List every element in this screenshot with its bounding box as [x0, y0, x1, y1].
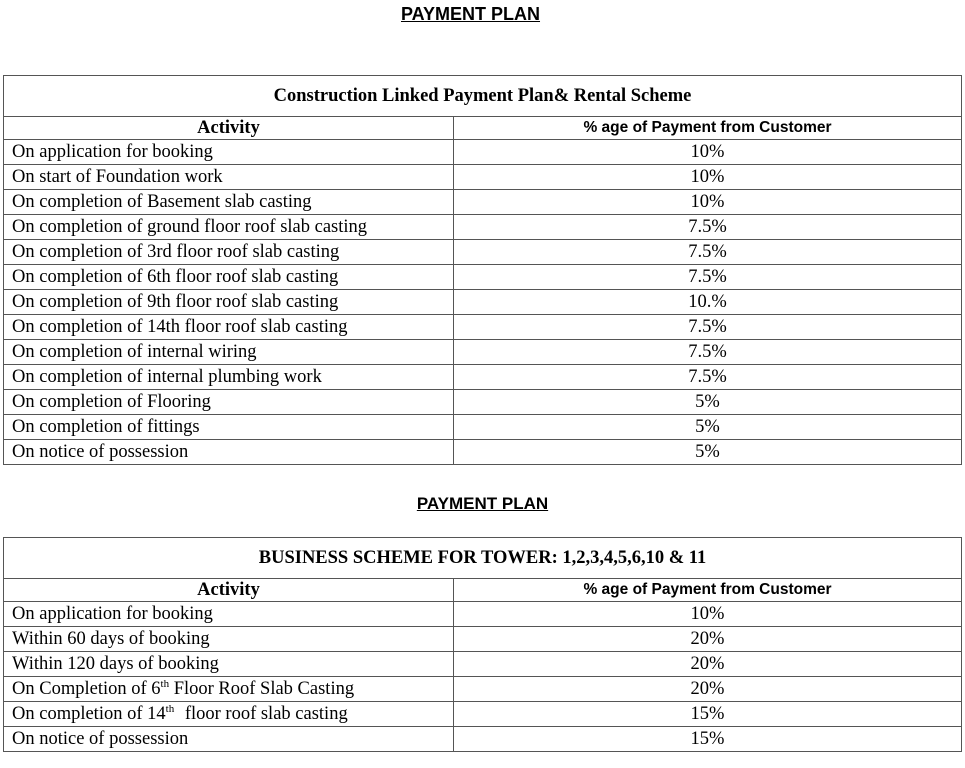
- percent-cell: 10.%: [454, 290, 962, 315]
- percent-cell: 15%: [454, 702, 962, 727]
- table-title: Construction Linked Payment Plan& Rental Scheme: [4, 76, 962, 117]
- activity-cell: On completion of ground floor roof slab casting: [4, 215, 454, 240]
- activity-cell: On notice of possession: [4, 440, 454, 465]
- table-row: [4, 440, 962, 465]
- activity-cell: [4, 702, 454, 727]
- percent-cell: 10%: [454, 165, 962, 190]
- payment-plan-heading-2: PAYMENT PLAN: [416, 494, 549, 513]
- percent-cell: 7.5%: [454, 240, 962, 265]
- table-row: [4, 390, 962, 415]
- activity-cell: On completion of 6th floor roof slab casting: [4, 265, 454, 290]
- ordinal-suffix: th: [160, 678, 170, 690]
- activity-cell: Within 120 days of booking: [4, 652, 454, 677]
- activity-cell: Within 60 days of booking: [4, 627, 454, 652]
- table-row: [4, 415, 962, 440]
- percent-cell: 20%: [454, 677, 962, 702]
- table-row: [4, 140, 962, 165]
- activity-text: Floor Roof Slab Casting: [169, 679, 355, 699]
- payment-plan-heading: PAYMENT PLAN: [400, 4, 541, 24]
- column-header-activity: Activity: [4, 579, 454, 602]
- percent-cell: 10%: [454, 190, 962, 215]
- construction-payment-table: [3, 75, 962, 465]
- activity-cell: On completion of 9th floor roof slab casting: [4, 290, 454, 315]
- percent-cell: 5%: [454, 440, 962, 465]
- percent-cell: 7.5%: [454, 265, 962, 290]
- business-scheme-table: [3, 537, 962, 752]
- activity-text: On Completion of 6: [12, 679, 161, 699]
- activity-cell: On completion of fittings: [4, 415, 454, 440]
- percent-cell: 5%: [454, 390, 962, 415]
- table-title: BUSINESS SCHEME FOR TOWER: 1,2,3,4,5,6,10 & 11: [4, 538, 962, 579]
- percent-cell: 7.5%: [454, 315, 962, 340]
- activity-cell: On application for booking: [4, 140, 454, 165]
- column-header-percent: % age of Payment from Customer: [454, 117, 962, 140]
- percent-cell: 15%: [454, 727, 962, 752]
- activity-cell: On completion of internal plumbing work: [4, 365, 454, 390]
- percent-cell: 7.5%: [454, 340, 962, 365]
- activity-cell: On notice of possession: [4, 727, 454, 752]
- table-row: [4, 165, 962, 190]
- table-row: [4, 602, 962, 627]
- activity-cell: On completion of 3rd floor roof slab casting: [4, 240, 454, 265]
- activity-cell: On completion of Flooring: [4, 390, 454, 415]
- activity-cell: On completion of Basement slab casting: [4, 190, 454, 215]
- table-row: [4, 265, 962, 290]
- table-row: [4, 290, 962, 315]
- percent-cell: 20%: [454, 627, 962, 652]
- table-row: [4, 215, 962, 240]
- activity-text: floor roof slab casting: [180, 704, 348, 724]
- activity-cell: On start of Foundation work: [4, 165, 454, 190]
- percent-cell: 7.5%: [454, 215, 962, 240]
- ordinal-suffix: th: [165, 703, 175, 715]
- table-row: [4, 340, 962, 365]
- table-row: [4, 240, 962, 265]
- activity-cell: [4, 677, 454, 702]
- table-row: [4, 652, 962, 677]
- activity-cell: On completion of 14th floor roof slab casting: [4, 315, 454, 340]
- table-row: [4, 727, 962, 752]
- column-header-percent: % age of Payment from Customer: [454, 579, 962, 602]
- percent-cell: 10%: [454, 602, 962, 627]
- table-row: [4, 627, 962, 652]
- table-row: [4, 315, 962, 340]
- percent-cell: 20%: [454, 652, 962, 677]
- activity-cell: On completion of internal wiring: [4, 340, 454, 365]
- percent-cell: 10%: [454, 140, 962, 165]
- table-row: [4, 190, 962, 215]
- percent-cell: 5%: [454, 415, 962, 440]
- table-row: [4, 677, 962, 702]
- percent-cell: 7.5%: [454, 365, 962, 390]
- table-row: [4, 702, 962, 727]
- activity-text: On completion of 14: [12, 704, 166, 724]
- table-row: [4, 365, 962, 390]
- column-header-activity: Activity: [4, 117, 454, 140]
- activity-cell: On application for booking: [4, 602, 454, 627]
